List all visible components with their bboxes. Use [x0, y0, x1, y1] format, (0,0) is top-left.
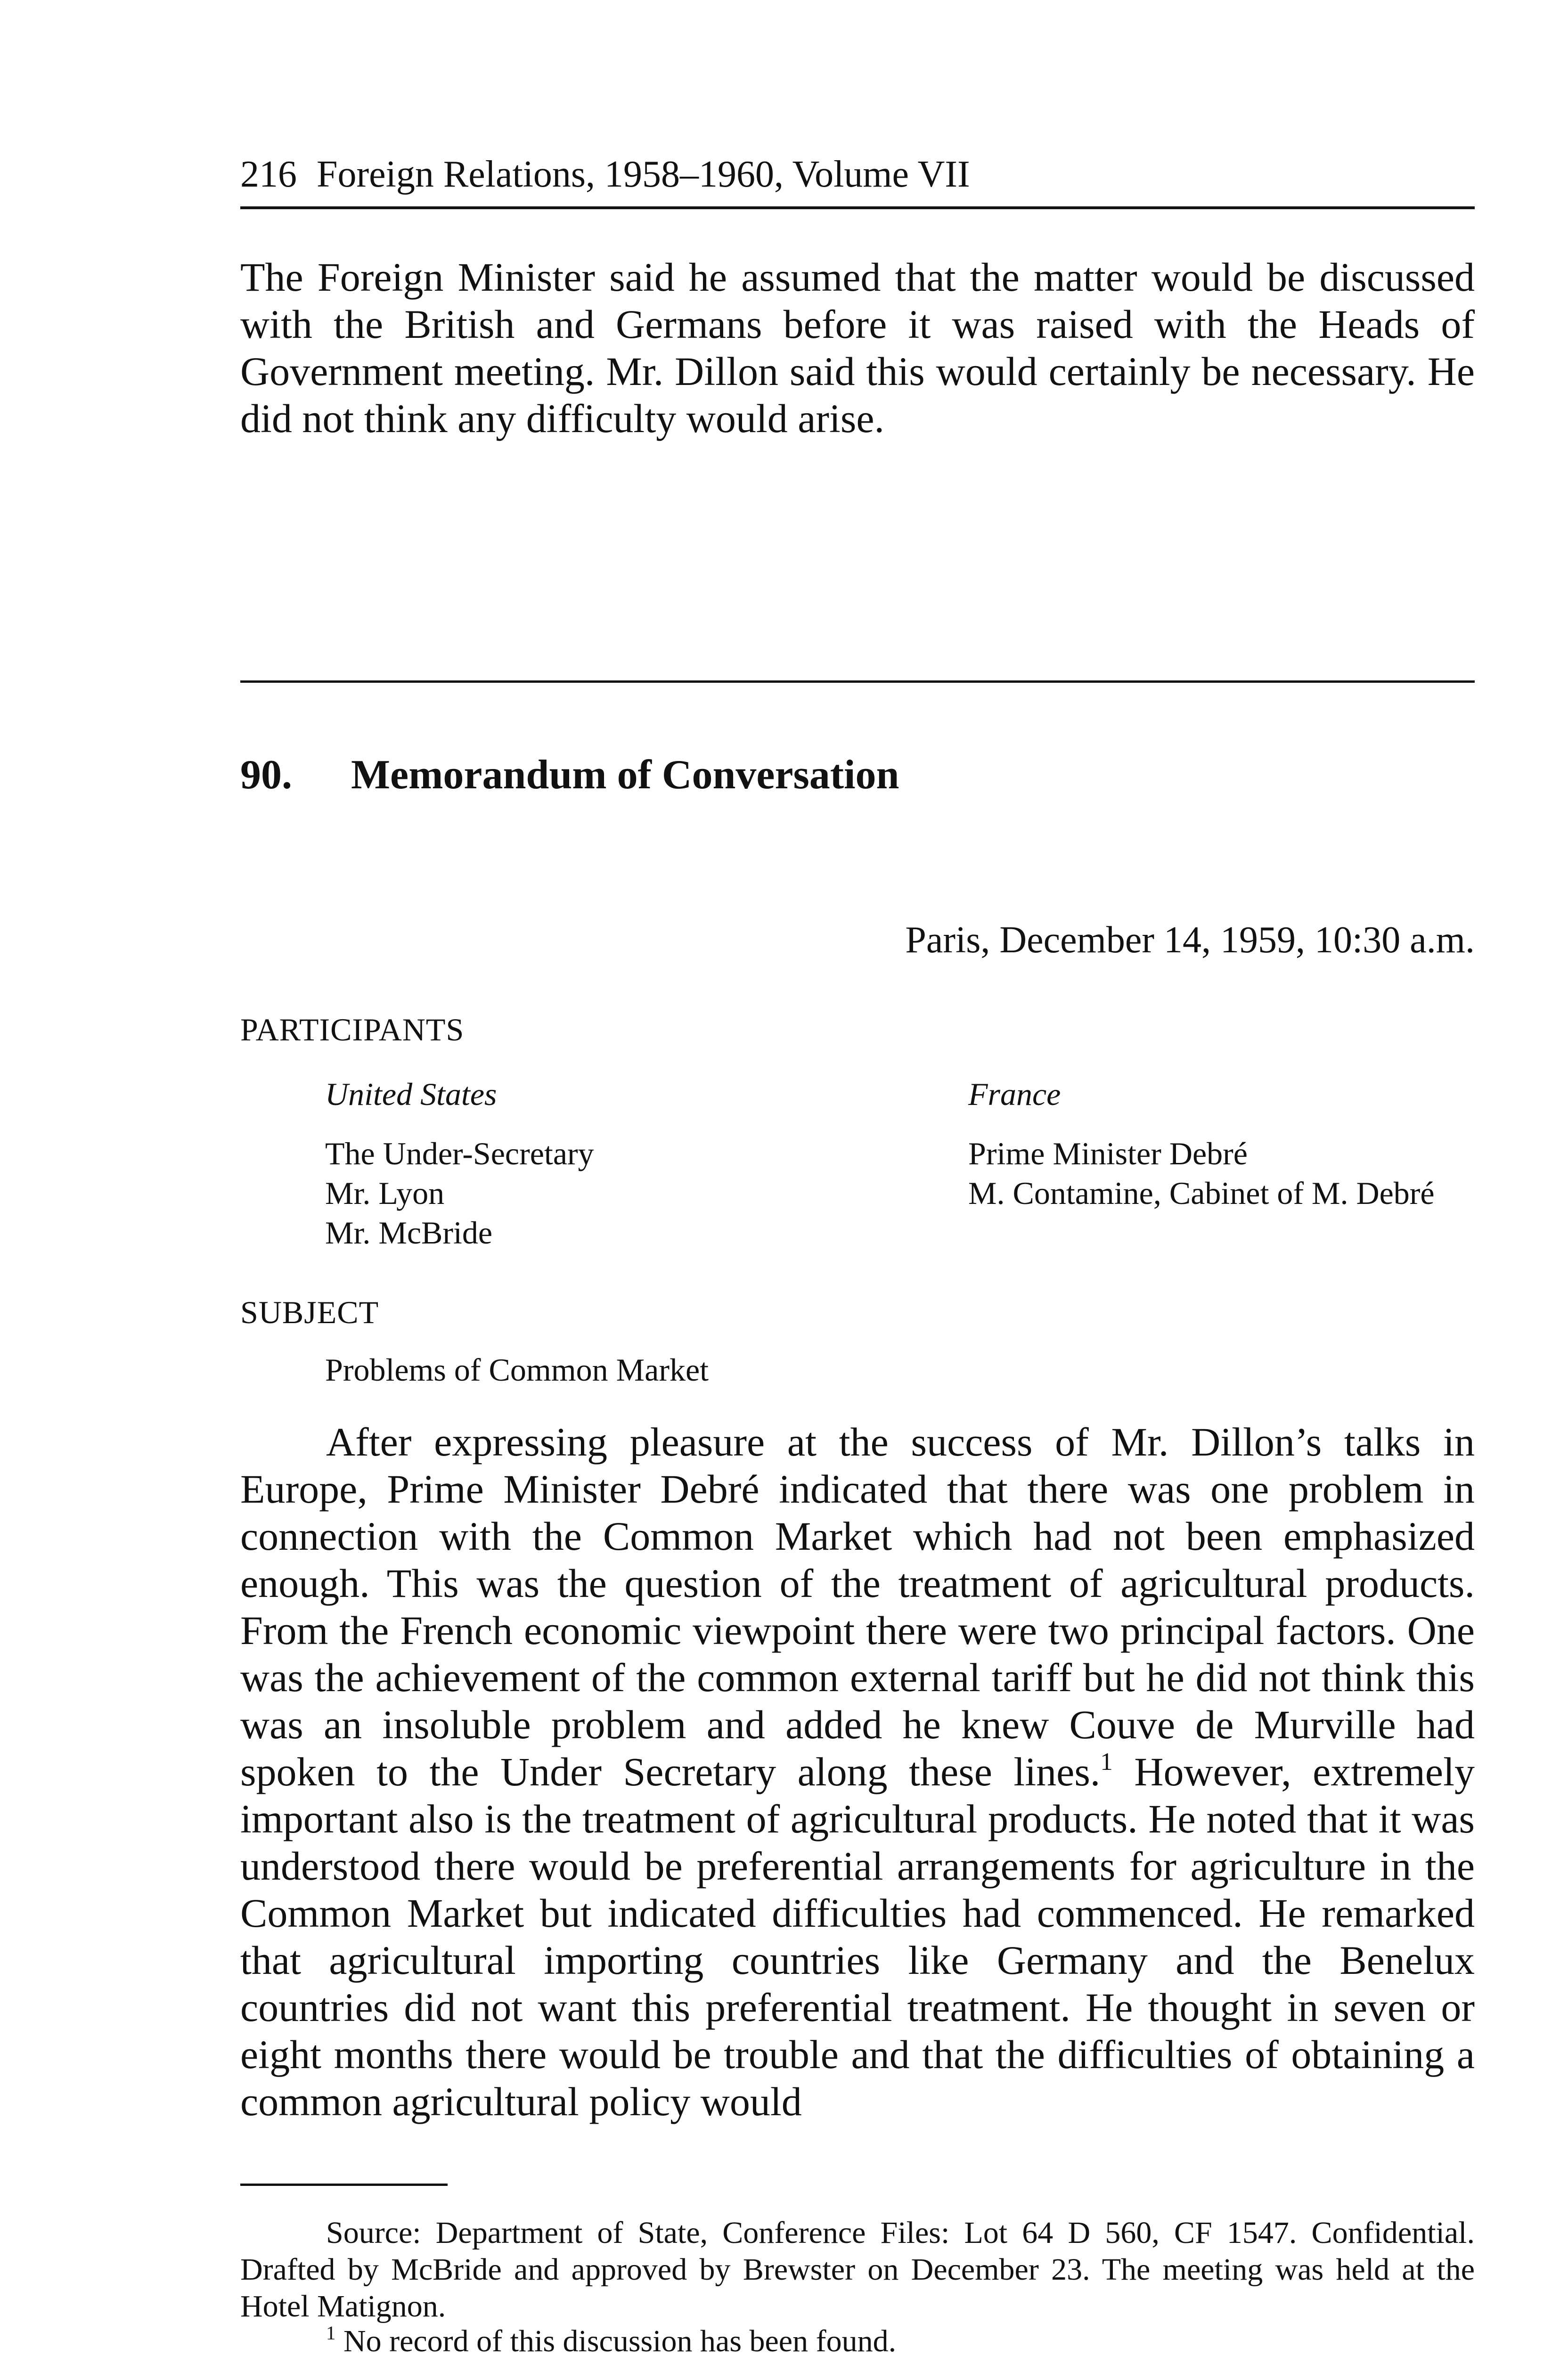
page-number: 216 [240, 154, 297, 195]
participants-united-states [325, 1074, 594, 1252]
section-divider [240, 680, 1475, 683]
footnote-reference: 1 [1100, 1747, 1113, 1775]
document-number: 90. [240, 752, 292, 798]
footnote-marker: 1 [326, 2322, 336, 2344]
running-title: Foreign Relations, 1958–1960, Volume VII [317, 154, 970, 195]
footnote-rule [240, 2184, 448, 2186]
participant-name: The Under-Secretary [325, 1136, 594, 1171]
document-title: Memorandum of Conversation [351, 752, 899, 798]
header-rule [240, 206, 1475, 209]
subject-text: Problems of Common Market [325, 1352, 709, 1388]
participants-label: PARTICIPANTS [240, 1012, 465, 1047]
footnote-1-text: No record of this discussion has been found. [335, 2324, 897, 2356]
source-note: Source: Department of State, Conference Files: Lot 64 D 560, CF 1547. Confidential. Drafted by McBride and approved by Brewster on December 23. The meeting was held at the Hotel Matignon. [240, 2216, 1475, 2323]
body-text-part-2: However, extremely important also is the treatment of agricultural products. He noted that it was understood there would be preferential arrangements for agriculture in the Common Market but indicated difficulties had commenced. He remarked that agricultural importing countries like Germany and the Benelux countries did not want this preferential treatment. He thought in seven or eight months there would be trouble and that the difficulties of obtaining a common agricultural policy would [240, 1749, 1475, 2124]
france-heading: France [968, 1076, 1061, 1112]
participant-name: M. Contamine, Cabinet of M. Debré [968, 1175, 1435, 1211]
united-states-heading: United States [325, 1076, 497, 1112]
body-paragraph [240, 1418, 1475, 2125]
participant-name: Mr. Lyon [325, 1175, 445, 1211]
participant-name: Mr. McBride [325, 1215, 493, 1251]
body-text-part-1: After expressing pleasure at the success of Mr. Dillon’s talks in Europe, Prime Minister Debré indicated that there was one problem in connection with the Common Market which had not been emphasized enough. This was the question of the treatment of agricultural products. From the French economic viewpoint there were two principal factors. One was the achievement of the common external tariff but he did not think this was an insoluble problem and added he knew Couve de Murville had spoken to the Under Secretary along these lines. [240, 1419, 1475, 1794]
footnote-1 [240, 2323, 1475, 2356]
running-header [240, 151, 1475, 198]
participant-name: Prime Minister Debré [968, 1136, 1248, 1171]
participants-france [968, 1074, 1435, 1213]
subject-label: SUBJECT [240, 1294, 379, 1330]
document-heading [240, 749, 899, 801]
dateline: Paris, December 14, 1959, 10:30 a.m. [905, 919, 1475, 961]
continuation-paragraph: The Foreign Minister said he assumed that the matter would be discussed with the British and Germans before it was raised with the Heads of Government meeting. Mr. Dillon said this would certainly be necessary. He did not think any difficulty would arise. [240, 254, 1475, 441]
